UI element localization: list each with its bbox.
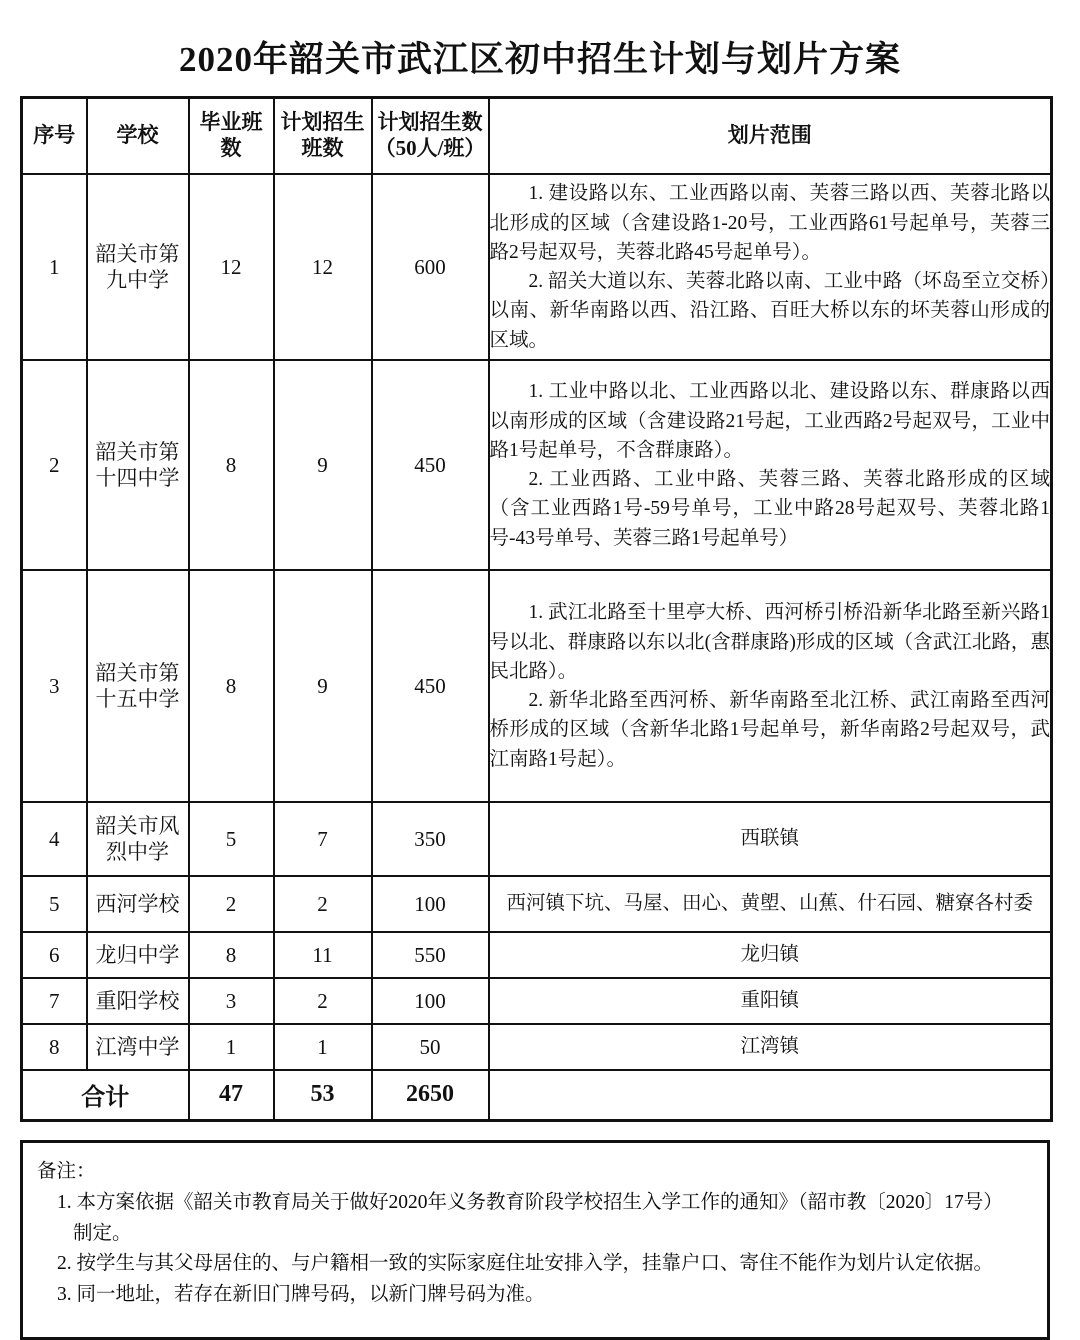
note-item: 3. 同一地址，若存在新旧门牌号码，以新门牌号码为准。 xyxy=(57,1284,545,1306)
area-paragraph: 2. 韶关大道以东、芙蓉北路以南、工业中路（坏岛至立交桥）以南、新华南路以西、沿江路、百旺大桥以东的坏芙蓉山形成的区域。 xyxy=(489,271,1050,351)
cell-plan-students: 50 xyxy=(372,1024,489,1070)
cell-plan-classes: 12 xyxy=(274,174,372,360)
column-header-no: 序号 xyxy=(22,98,87,175)
notes-list xyxy=(37,1188,1033,1311)
cell-plan-classes: 9 xyxy=(274,360,372,570)
table-total-row xyxy=(22,1070,1052,1120)
cell-row-number: 8 xyxy=(22,1024,87,1070)
cell-area-description xyxy=(489,570,1052,802)
area-paragraph: 龙归镇 xyxy=(740,944,799,966)
cell-plan-students: 600 xyxy=(372,174,489,360)
cell-grad-classes: 5 xyxy=(189,802,274,876)
area-paragraph: 1. 工业中路以北、工业西路以北、建设路以东、群康路以西以南形成的区域（含建设路21号起，工业西路2号起双号，工业中路1号起单号，不含群康路）。 xyxy=(489,381,1050,461)
area-paragraph: 重阳镇 xyxy=(740,990,799,1012)
page-title: 2020年韶关市武江区初中招生计划与划片方案 xyxy=(178,40,901,79)
cell-row-number: 4 xyxy=(22,802,87,876)
total-label: 合计 xyxy=(22,1070,189,1120)
cell-school-name: 龙归中学 xyxy=(87,932,189,978)
cell-grad-classes: 8 xyxy=(189,570,274,802)
cell-plan-students: 350 xyxy=(372,802,489,876)
column-header-grad-classes: 毕业班数 xyxy=(189,98,274,175)
table-row xyxy=(22,174,1052,360)
cell-area-description xyxy=(489,978,1052,1024)
cell-area-description xyxy=(489,1024,1052,1070)
area-paragraph: 1. 建设路以东、工业西路以南、芙蓉三路以西、芙蓉北路以北形成的区域（含建设路1-20号，工业西路61号起单号，芙蓉三路2号起双号，芙蓉北路45号起单号）。 xyxy=(489,183,1050,263)
table-row xyxy=(22,570,1052,802)
cell-area-description xyxy=(489,174,1052,360)
cell-plan-students: 450 xyxy=(372,360,489,570)
cell-school-name: 韶关市第十五中学 xyxy=(87,570,189,802)
note-item: 2. 按学生与其父母居住的、与户籍相一致的实际家庭住址安排入学，挂靠户口、寄住不能作为划片认定依据。 xyxy=(57,1253,994,1275)
cell-plan-classes: 9 xyxy=(274,570,372,802)
cell-grad-classes: 3 xyxy=(189,978,274,1024)
enrollment-plan-table xyxy=(20,96,1053,1122)
cell-plan-classes: 2 xyxy=(274,978,372,1024)
table-row xyxy=(22,360,1052,570)
cell-row-number: 3 xyxy=(22,570,87,802)
total-area-empty xyxy=(489,1070,1052,1120)
table-row xyxy=(22,876,1052,932)
total-plan-classes: 53 xyxy=(274,1070,372,1120)
column-header-area: 划片范围 xyxy=(489,98,1052,175)
cell-school-name: 韶关市第十四中学 xyxy=(87,360,189,570)
cell-grad-classes: 1 xyxy=(189,1024,274,1070)
notes-title: 备注： xyxy=(37,1160,96,1182)
cell-grad-classes: 8 xyxy=(189,360,274,570)
cell-row-number: 6 xyxy=(22,932,87,978)
note-item: 1. 本方案依据《韶关市教育局关于做好2020年义务教育阶段学校招生入学工作的通知》（韶市教〔2020〕17号） 制定。 xyxy=(37,1188,1033,1250)
cell-school-name: 西河学校 xyxy=(87,876,189,932)
table-row xyxy=(22,978,1052,1024)
total-grad-classes: 47 xyxy=(189,1070,274,1120)
area-paragraph: 西联镇 xyxy=(740,828,799,850)
cell-plan-students: 550 xyxy=(372,932,489,978)
column-header-plan-classes: 计划招生班数 xyxy=(274,98,372,175)
cell-grad-classes: 12 xyxy=(189,174,274,360)
cell-row-number: 5 xyxy=(22,876,87,932)
cell-row-number: 2 xyxy=(22,360,87,570)
column-header-school: 学校 xyxy=(87,98,189,175)
cell-school-name: 江湾中学 xyxy=(87,1024,189,1070)
cell-plan-classes: 11 xyxy=(274,932,372,978)
cell-school-name: 韶关市第九中学 xyxy=(87,174,189,360)
cell-area-description xyxy=(489,360,1052,570)
cell-plan-classes: 7 xyxy=(274,802,372,876)
cell-plan-students: 100 xyxy=(372,978,489,1024)
cell-grad-classes: 2 xyxy=(189,876,274,932)
table-row xyxy=(22,932,1052,978)
area-paragraph: 西河镇下坑、马屋、田心、黄塱、山蕉、什石园、糖寮各村委 xyxy=(506,893,1033,915)
area-paragraph: 2. 新华北路至西河桥、新华南路至北江桥、武江南路至西河桥形成的区域（含新华北路1号起单号，新华南路2号起双号，武江南路1号起）。 xyxy=(489,690,1050,770)
cell-school-name: 韶关市风烈中学 xyxy=(87,802,189,876)
area-paragraph: 1. 武江北路至十里亭大桥、西河桥引桥沿新华北路至新兴路1号以北、群康路以东以北(含群康路)形成的区域（含武江北路，惠民北路）。 xyxy=(489,602,1050,682)
cell-plan-classes: 2 xyxy=(274,876,372,932)
table-row xyxy=(22,802,1052,876)
cell-area-description xyxy=(489,932,1052,978)
table-row xyxy=(22,1024,1052,1070)
table-header-row xyxy=(22,98,1052,175)
notes-box xyxy=(20,1140,1050,1340)
cell-plan-classes: 1 xyxy=(274,1024,372,1070)
cell-row-number: 7 xyxy=(22,978,87,1024)
total-plan-students: 2650 xyxy=(372,1070,489,1120)
table-body xyxy=(22,174,1052,1120)
area-paragraph: 江湾镇 xyxy=(740,1036,799,1058)
plan-table-container xyxy=(20,96,1050,1122)
note-continuation: 制定。 xyxy=(73,1222,132,1244)
cell-row-number: 1 xyxy=(22,174,87,360)
table-header xyxy=(22,98,1052,175)
cell-area-description xyxy=(489,802,1052,876)
cell-area-description xyxy=(489,876,1052,932)
column-header-plan-students: 计划招生数（50人/班） xyxy=(372,98,489,175)
cell-plan-students: 100 xyxy=(372,876,489,932)
cell-school-name: 重阳学校 xyxy=(87,978,189,1024)
cell-grad-classes: 8 xyxy=(189,932,274,978)
cell-plan-students: 450 xyxy=(372,570,489,802)
area-paragraph: 2. 工业西路、工业中路、芙蓉三路、芙蓉北路形成的区域（含工业西路1号-59号单号，工业中路28号起双号、芙蓉北路1号-43号单号、芙蓉三路1号起单号） xyxy=(489,469,1050,549)
